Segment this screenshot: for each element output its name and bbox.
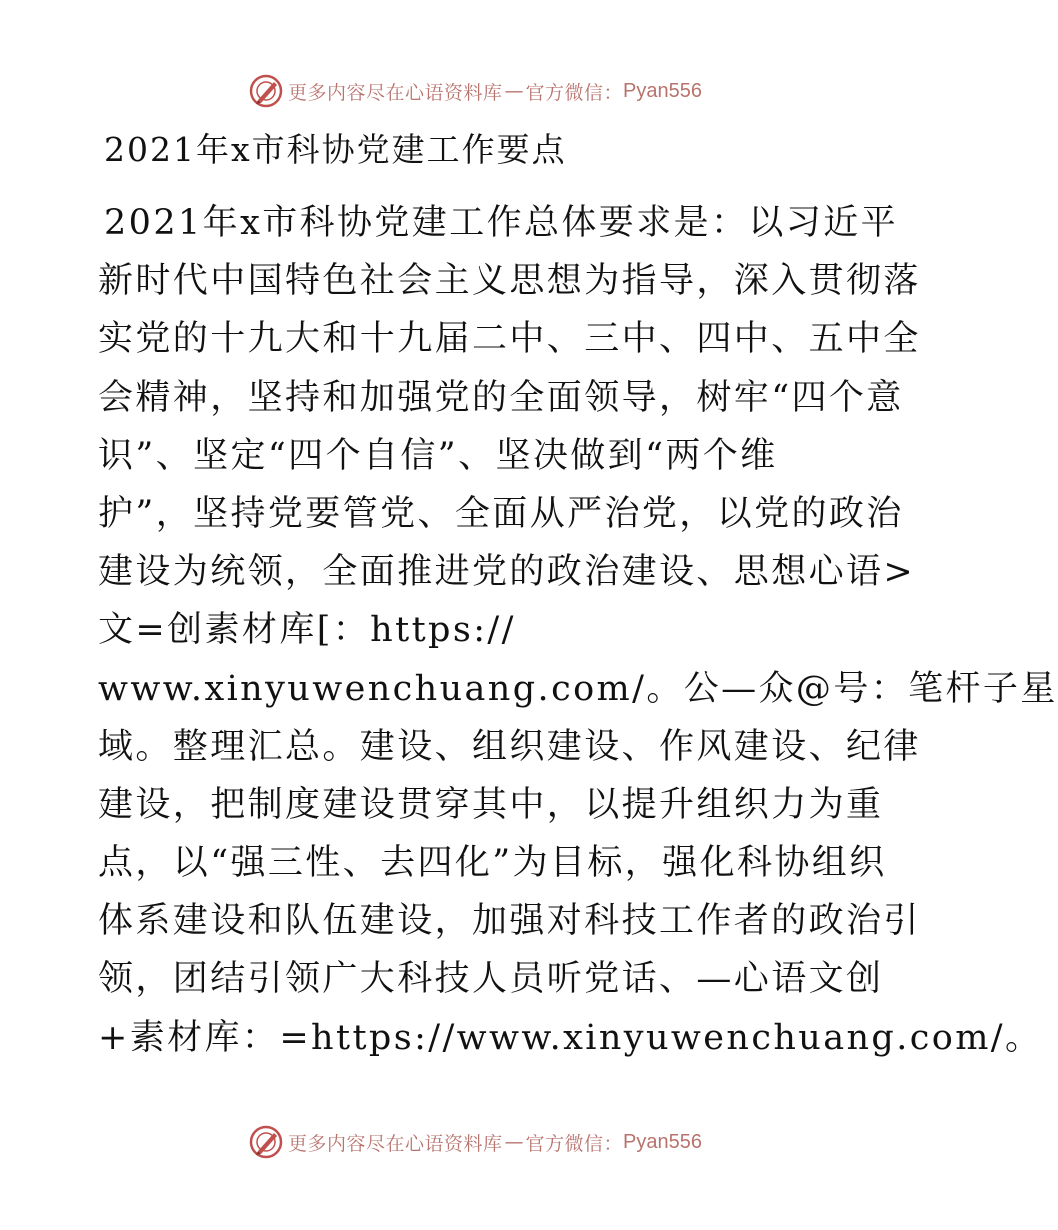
banner-dash: — bbox=[504, 1131, 524, 1153]
body-line: 识”、坚定“四个自信”、坚决做到“两个维 bbox=[98, 435, 778, 476]
body-line: 建设，把制度建设贯穿其中，以提升组织力为重 bbox=[98, 784, 884, 825]
footer-banner bbox=[0, 1124, 950, 1160]
body-line: 建设为统领，全面推进党的政治建设、思想心语> bbox=[98, 552, 916, 593]
banner-wechat-id: Pyan556 bbox=[623, 79, 702, 102]
body-line: +素材库：=https://www.xinyuwenchuang.com/。 bbox=[98, 1017, 1043, 1058]
banner-wechat-id: Pyan556 bbox=[623, 1130, 702, 1153]
banner-wechat-label: 官方微信： bbox=[525, 1132, 624, 1155]
body-line: 会精神，坚持和加强党的全面领导，树牢“四个意 bbox=[98, 377, 904, 418]
pen-logo-icon bbox=[248, 1124, 284, 1160]
banner-dash: — bbox=[504, 80, 524, 102]
body-line: www.xinyuwenchuang.com/。公—众@号：笔杆子星 bbox=[98, 668, 1058, 709]
body-line: 新时代中国特色社会主义思想为指导，深入贯彻落 bbox=[98, 261, 921, 302]
document-body bbox=[98, 194, 1058, 1067]
body-line: 护”，坚持党要管党、全面从严治党，以党的政治 bbox=[98, 493, 904, 534]
banner-text: 更多内容尽在心语资料库 bbox=[288, 81, 503, 104]
document-title: 2021年x市科协党建工作要点 bbox=[104, 130, 567, 169]
body-line: 域。整理汇总。建设、组织建设、作风建设、纪律 bbox=[98, 726, 921, 767]
body-line: 2021年x市科协党建工作总体要求是：以习近平 bbox=[104, 203, 899, 243]
body-line: 体系建设和队伍建设，加强对科技工作者的政治引 bbox=[98, 901, 921, 942]
banner-wechat-label: 官方微信： bbox=[525, 81, 624, 104]
body-line: 点，以“强三性、去四化”为目标，强化科协组织 bbox=[98, 843, 887, 884]
body-line: 领，团结引领广大科技人员听党话、—心语文创 bbox=[98, 959, 884, 1000]
header-banner bbox=[0, 73, 950, 109]
body-line: 实党的十九大和十九届二中、三中、四中、五中全 bbox=[98, 319, 921, 360]
body-line: 文=创素材库[：https:// bbox=[98, 610, 516, 651]
banner-text: 更多内容尽在心语资料库 bbox=[288, 1132, 503, 1155]
pen-logo-icon bbox=[248, 73, 284, 109]
